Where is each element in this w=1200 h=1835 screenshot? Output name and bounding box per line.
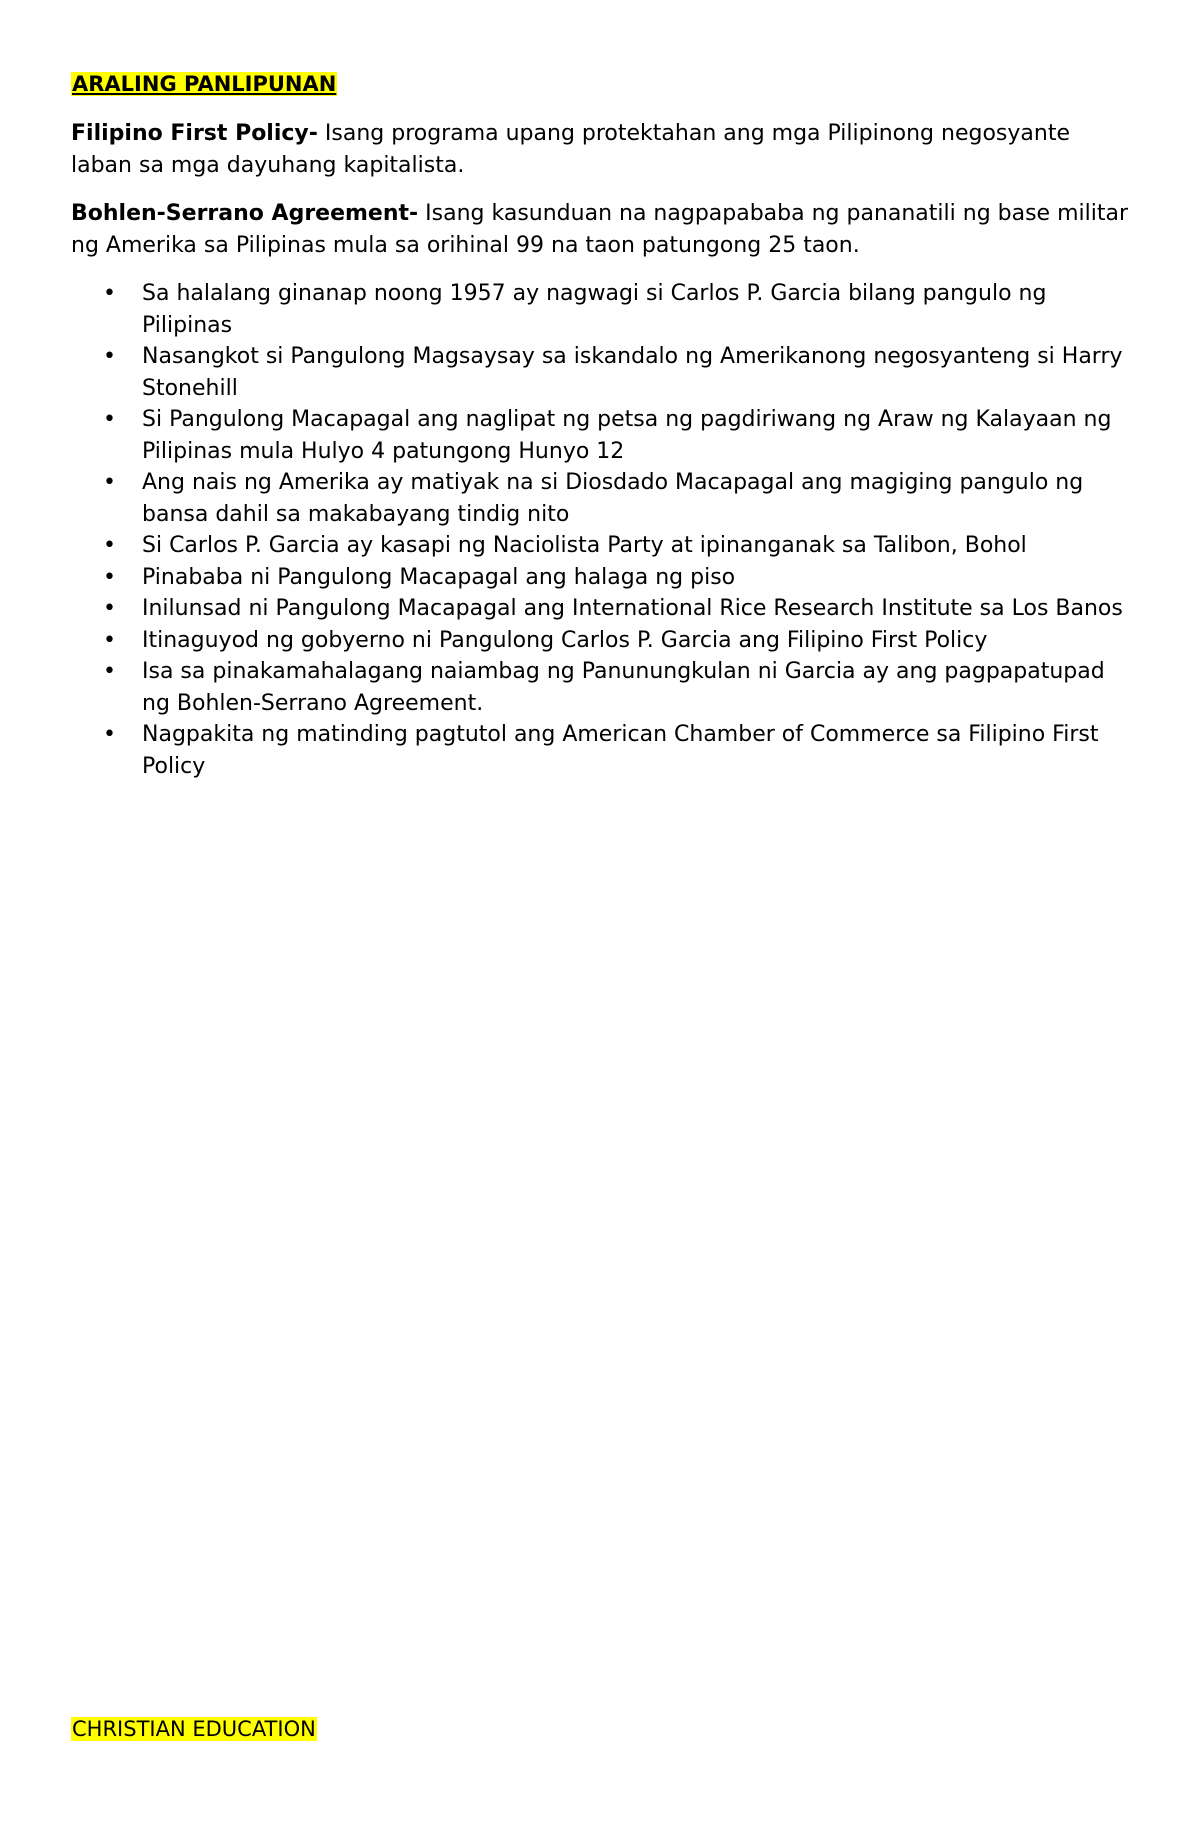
list-item-text: Sa halalang ginanap noong 1957 ay nagwagi si Carlos P. Garcia bilang pangulo ng Pilipinas bbox=[142, 281, 1047, 338]
list-item-text: Si Carlos P. Garcia ay kasapi ng Naciolista Party at ipinanganak sa Talibon, Bohol bbox=[142, 533, 1027, 558]
bullet-icon: • bbox=[103, 281, 116, 306]
section-heading-christian-education bbox=[71, 1715, 317, 1743]
list-item bbox=[71, 341, 1131, 404]
bullet-icon: • bbox=[103, 564, 116, 590]
definition-term: Filipino First Policy- bbox=[71, 121, 318, 146]
list-item-text: Nasangkot si Pangulong Magsaysay sa iskandalo ng Amerikanong negosyanteng si Harry Stonehill bbox=[142, 344, 1123, 401]
list-item bbox=[71, 530, 1131, 562]
bullet-icon: • bbox=[103, 627, 116, 653]
list-item-text: Ang nais ng Amerika ay matiyak na si Diosdado Macapagal ang magiging pangulo ng bansa dahil sa makabayang tindig nito bbox=[142, 470, 1084, 527]
bullet-icon: • bbox=[103, 470, 116, 495]
bullet-icon: • bbox=[103, 533, 116, 558]
list-item bbox=[71, 467, 1131, 530]
definition-term: Bohlen-Serrano Agreement- bbox=[71, 201, 419, 226]
bullet-icon: • bbox=[103, 596, 116, 621]
list-item bbox=[71, 562, 1131, 594]
bullet-list bbox=[71, 278, 1131, 782]
definition-bohlen-serrano-agreement bbox=[71, 198, 1131, 261]
bullet-icon: • bbox=[103, 659, 116, 684]
list-item-text: Si Pangulong Macapagal ang naglipat ng petsa ng pagdiriwang ng Araw ng Kalayaan ng Pilipinas mula Hulyo 4 patungong Hunyo 12 bbox=[142, 407, 1112, 464]
definition-text: Isang programa upang protektahan ang mga Pilipinong negosyante laban sa mga dayuhang kapitalista. bbox=[71, 121, 1070, 178]
list-item-text: Inilunsad ni Pangulong Macapagal ang International Rice Research Institute sa Los Banos bbox=[142, 596, 1123, 621]
list-item bbox=[71, 593, 1131, 625]
list-item-text: Nagpakita ng matinding pagtutol ang American Chamber of Commerce sa Filipino First Policy bbox=[142, 722, 1099, 779]
list-item bbox=[71, 404, 1131, 467]
section-heading-araling-panlipunan bbox=[71, 70, 1131, 98]
list-item bbox=[71, 719, 1131, 782]
definition-filipino-first-policy bbox=[71, 118, 1131, 181]
list-item bbox=[71, 656, 1131, 719]
list-item-text: Pinababa ni Pangulong Macapagal ang halaga ng piso bbox=[142, 564, 736, 590]
definition-text: Isang kasunduan na nagpapababa ng pananatili ng base militar ng Amerika sa Pilipinas mula sa orihinal 99 na taon patungong 25 taon. bbox=[71, 201, 1129, 258]
bullet-icon: • bbox=[103, 407, 116, 432]
list-item bbox=[71, 625, 1131, 657]
bullet-icon: • bbox=[103, 722, 116, 747]
document-content bbox=[71, 70, 1131, 782]
list-item bbox=[71, 278, 1131, 341]
list-item-text: Isa sa pinakamahalagang naiambag ng Panunungkulan ni Garcia ay ang pagpapatupad ng Bohlen-Serrano Agreement. bbox=[142, 659, 1105, 716]
heading-text: ARALING PANLIPUNAN bbox=[72, 72, 337, 96]
heading-text: CHRISTIAN EDUCATION bbox=[72, 1717, 316, 1741]
bullet-icon: • bbox=[103, 344, 116, 369]
list-item-text: Itinaguyod ng gobyerno ni Pangulong Carlos P. Garcia ang Filipino First Policy bbox=[142, 627, 988, 653]
